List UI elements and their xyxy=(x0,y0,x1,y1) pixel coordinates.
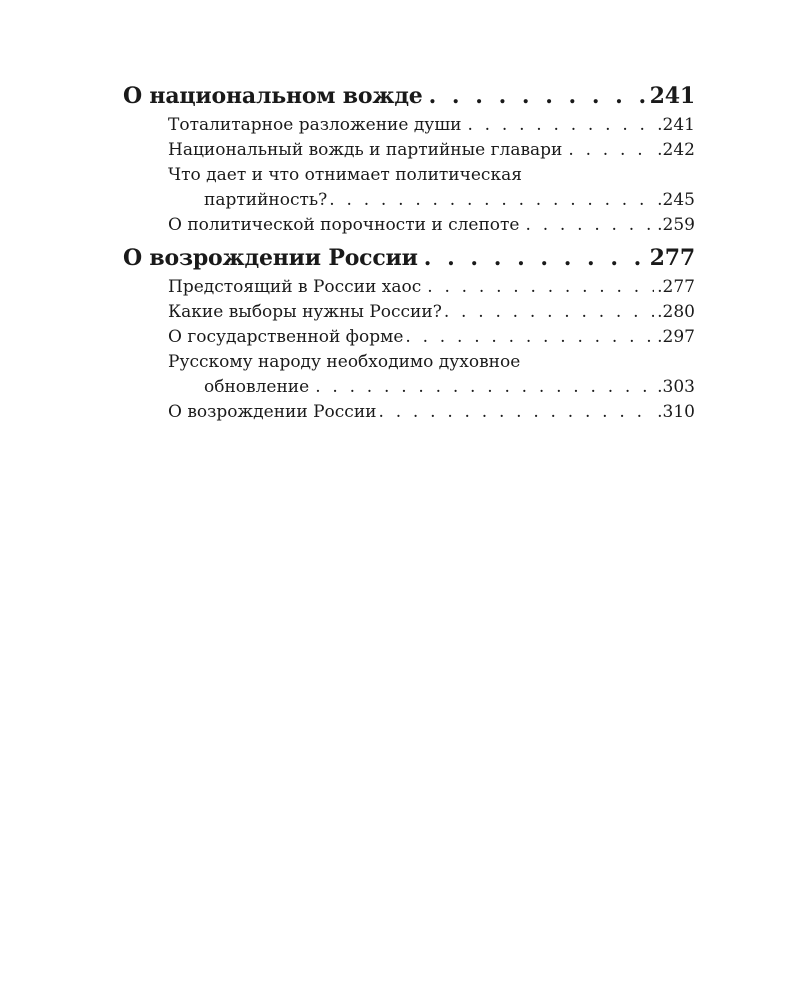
toc-entry[interactable] xyxy=(123,325,695,350)
page-number: .277 xyxy=(657,277,695,297)
chapter-title: О национальном вожде xyxy=(123,83,423,109)
toc-section-national-leader xyxy=(123,80,695,238)
dot-leader xyxy=(329,188,654,213)
entry-title: Какие выборы нужны России? xyxy=(168,302,442,322)
dot-leader xyxy=(525,213,654,238)
dot-leader xyxy=(467,113,654,138)
table-of-contents xyxy=(123,80,695,425)
dot-leader xyxy=(315,375,654,400)
toc-entry[interactable] xyxy=(123,300,695,325)
page-number: .303 xyxy=(657,377,695,397)
entry-title: Тоталитарное разложение души xyxy=(168,115,462,135)
toc-chapter-entry[interactable] xyxy=(123,80,695,113)
entry-title-line1: Что дает и что отнимает политическая xyxy=(168,165,522,185)
toc-entry[interactable] xyxy=(123,213,695,238)
toc-entry[interactable] xyxy=(123,138,695,163)
dot-leader xyxy=(378,400,654,425)
entry-title: О государственной форме xyxy=(168,327,404,347)
page-number: .245 xyxy=(657,190,695,210)
dot-leader xyxy=(424,242,647,275)
entry-title: обновление xyxy=(204,377,310,397)
entry-title-line1: Русскому народу необходимо духовное xyxy=(168,352,521,372)
page-number: .310 xyxy=(657,402,695,422)
dot-leader xyxy=(429,80,647,113)
entry-title: партийность? xyxy=(204,190,328,210)
toc-section-russia-revival xyxy=(123,242,695,425)
entry-title: О политической порочности и слепоте xyxy=(168,215,520,235)
dot-leader xyxy=(444,300,654,325)
toc-entry-multiline[interactable] xyxy=(123,163,695,213)
entry-continuation xyxy=(123,375,695,400)
chapter-title: О возрождении России xyxy=(123,245,418,271)
toc-entry-multiline[interactable] xyxy=(123,350,695,400)
entry-continuation xyxy=(123,188,695,213)
entry-title: О возрождении России xyxy=(168,402,377,422)
dot-leader xyxy=(405,325,654,350)
page-number: .259 xyxy=(657,215,695,235)
toc-chapter-entry[interactable] xyxy=(123,242,695,275)
page-number: .297 xyxy=(657,327,695,347)
page-number: 277 xyxy=(649,245,695,271)
entry-title: Национальный вождь и партийные главари xyxy=(168,140,563,160)
page-number: .280 xyxy=(657,302,695,322)
toc-entry[interactable] xyxy=(123,275,695,300)
dot-leader xyxy=(427,275,654,300)
toc-entry[interactable] xyxy=(123,113,695,138)
page-number: .241 xyxy=(657,115,695,135)
toc-entry[interactable] xyxy=(123,400,695,425)
page-number: 241 xyxy=(649,83,695,109)
dot-leader xyxy=(568,138,654,163)
entry-title: Предстоящий в России хаос xyxy=(168,277,422,297)
page-number: .242 xyxy=(657,140,695,160)
